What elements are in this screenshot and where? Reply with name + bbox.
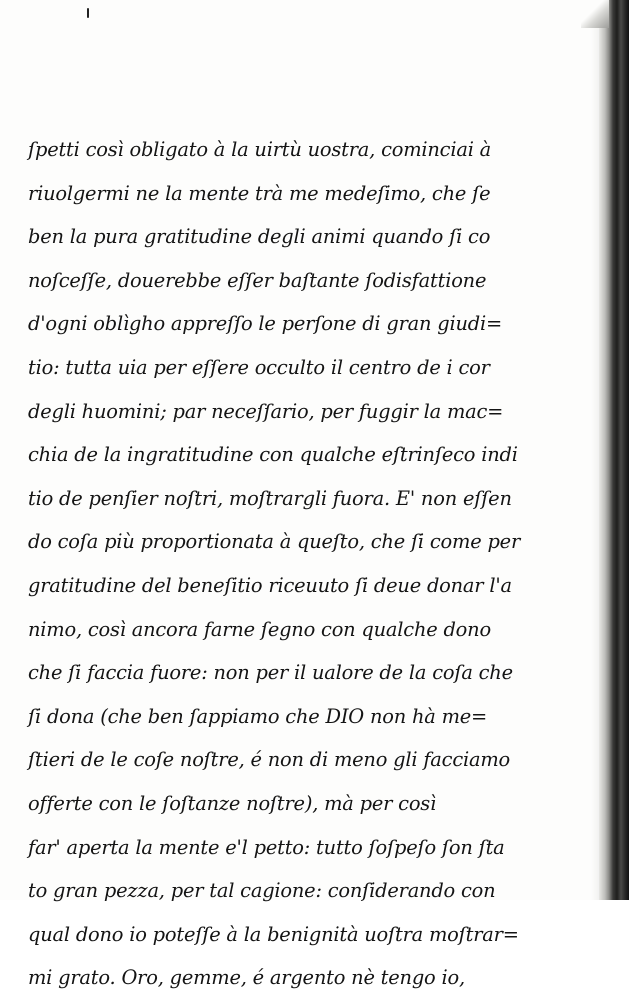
text-line: do coſa più proportionata à queſto, che ſi come per (28, 530, 521, 554)
text-line: far' aperta la mente e'l petto: tutto ſoſpeſo ſon ſta (28, 835, 505, 859)
text-line: gratitudine del beneſitio riceuuto ſi deue donar l'a (28, 573, 512, 597)
text-line: che ſi faccia fuore: non per il ualore de la coſa che (28, 661, 513, 685)
text-line: ſi dona (che ben ſappiamo che DIO non hà me= (28, 704, 488, 728)
text-line: riuolgermi ne la mente trà me medeſimo, che ſe (28, 181, 491, 205)
text-line: degli huomini; par neceſſario, per fuggir la mac= (28, 399, 504, 423)
text-line: ſpetti così obligato à la uirtù uostra, cominciai à (28, 138, 492, 161)
text-line: chia de la ingratitudine con qualche eſtrinſeco indi (28, 443, 518, 467)
text-line: noſceſſe, douerebbe eſſer baſtante ſodisfattione (28, 268, 487, 292)
text-line: qual dono io poteſſe à la benignità uoſtra moſtrar= (28, 922, 519, 946)
text-line: ben la pura gratitudine degli animi quando ſi co (28, 225, 491, 249)
text-line: d'ogni oblìgho appreſſo le perſone di gran giudi= (28, 312, 503, 336)
body-text (28, 128, 588, 1000)
text-line: mi grato. Oro, gemme, é argento nè tengo io, (28, 966, 465, 990)
text-line: offerte con le ſoſtanze noſtre), mà per così (28, 791, 437, 815)
page-edge-stack (599, 0, 629, 900)
ink-speck (87, 8, 89, 18)
text-line: ſtieri de le coſe noſtre, é non di meno gli facciamo (28, 748, 511, 772)
text-line: tio de penſier noſtri, moſtrargli fuora. E' non eſſen (28, 486, 512, 510)
text-line: to gran pezza, per tal cagione: conſiderando con (28, 879, 496, 903)
text-line: tio: tutta uia per eſſere occulto il centro de i cor (28, 355, 490, 379)
text-line: nimo, così ancora farne ſegno con qualche dono (28, 617, 491, 641)
page-corner-fold (581, 0, 609, 28)
